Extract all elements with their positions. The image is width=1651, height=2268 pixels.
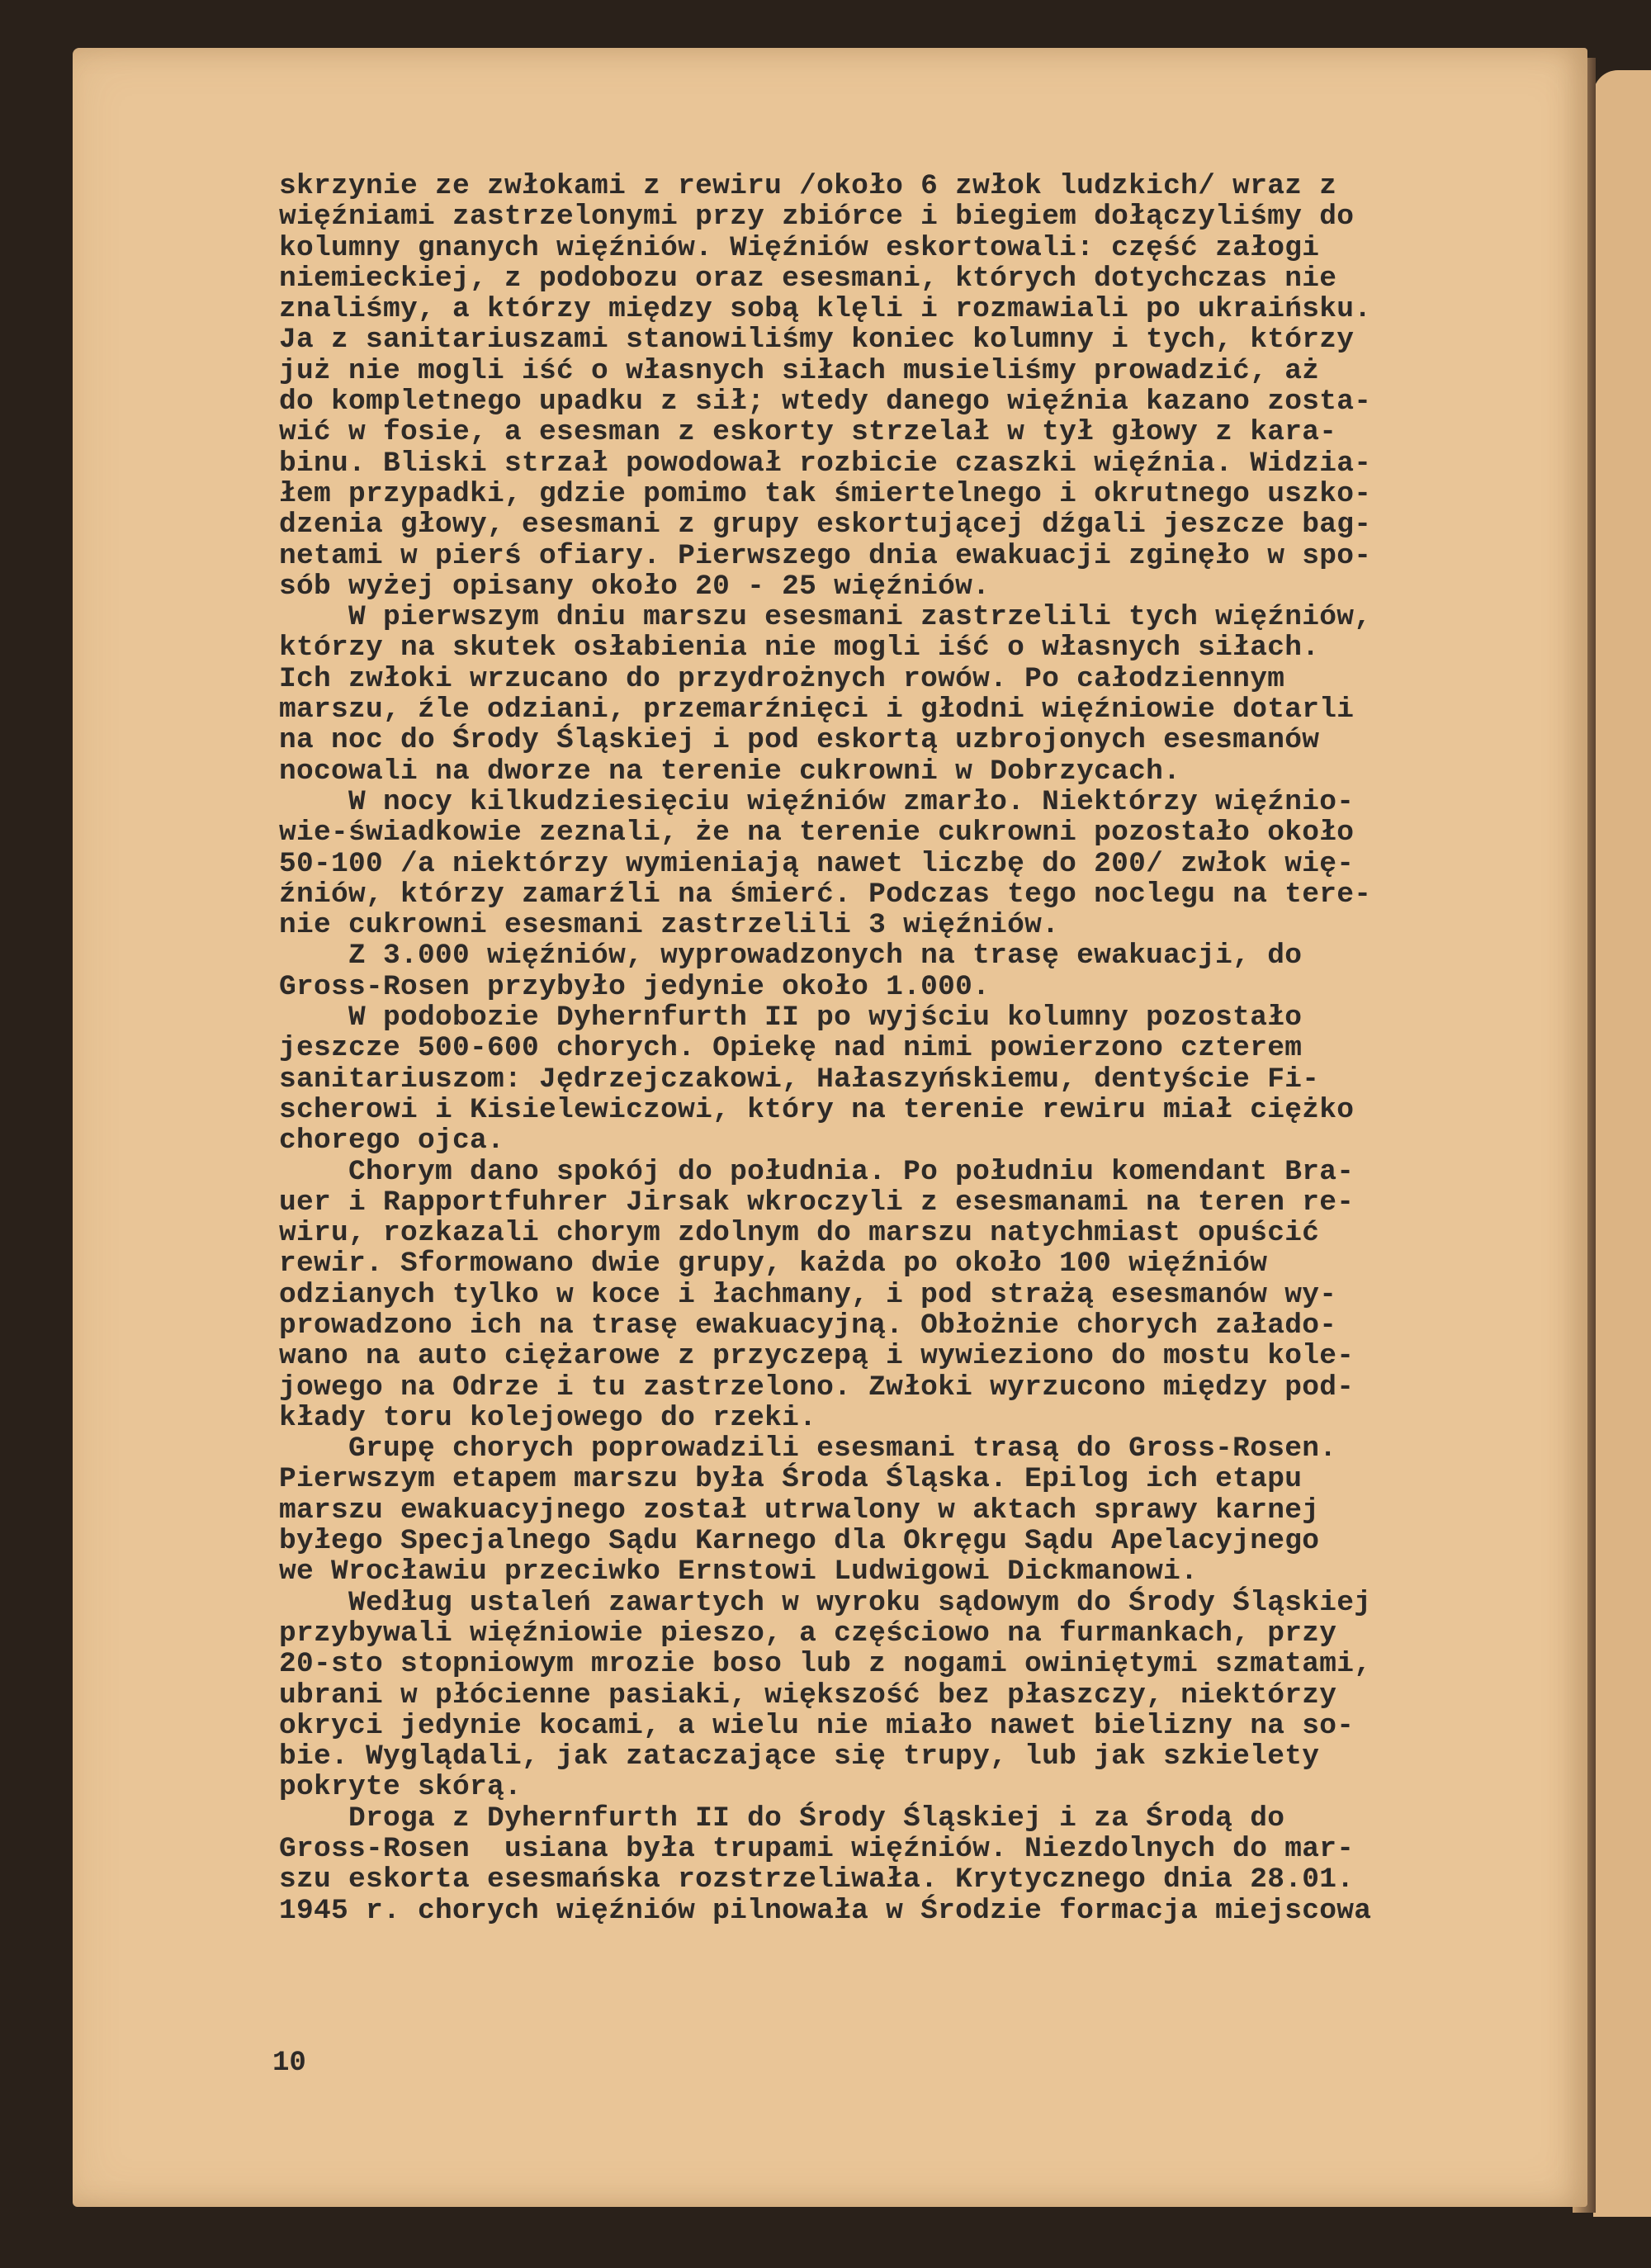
text-line: skrzynie ze zwłokami z rewiru /około 6 zwłok ludzkich/ wraz z xyxy=(279,170,1337,202)
page-number: 10 xyxy=(272,2048,306,2079)
text-line: Gross-Rosen usiana była trupami więźniów. Niezdolnych do mar- xyxy=(279,1833,1355,1866)
text-line: odzianych tylko w koce i łachmany, i pod strażą esesmanów wy- xyxy=(279,1278,1337,1311)
text-line: źniów, którzy zamarźli na śmierć. Podczas tego noclegu na tere- xyxy=(279,878,1372,911)
text-line: bie. Wyglądali, jak zataczające się trupy, lub jak szkielety xyxy=(279,1740,1320,1773)
text-line: 50-100 /a niektórzy wymieniają nawet liczbę do 200/ zwłok wię- xyxy=(279,847,1355,880)
text-line: binu. Bliski strzał powodował rozbicie czaszki więźnia. Widzia- xyxy=(279,447,1372,480)
text-line: którzy na skutek osłabienia nie mogli iść o własnych siłach. xyxy=(279,632,1320,665)
text-line: więźniami zastrzelonymi przy zbiórce i biegiem dołączyliśmy do xyxy=(279,201,1355,234)
text-line: jowego na Odrze i tu zastrzelono. Zwłoki wyrzucono między pod- xyxy=(279,1371,1355,1404)
text-line: znaliśmy, a którzy między sobą klęli i rozmawiali po ukraińsku. xyxy=(279,293,1372,326)
text-line: pokryte skórą. xyxy=(279,1771,523,1804)
text-line: scherowi i Kisielewiczowi, który na terenie rewiru miał ciężko xyxy=(279,1093,1355,1126)
text-line: wić w fosie, a esesman z eskorty strzelał w tył głowy z kara- xyxy=(279,416,1337,449)
text-line: sób wyżej opisany około 20 - 25 więźniów. xyxy=(279,570,991,603)
text-line: sanitariuszom: Jędrzejczakowi, Hałaszyńskiemu, dentyście Fi- xyxy=(279,1063,1320,1096)
text-line: Według ustaleń zawartych w wyroku sądowym do Środy Śląskiej xyxy=(279,1586,1372,1619)
text-line: marszu, źle odziani, przemarźnięci i głodni więźniowie dotarli xyxy=(279,694,1355,727)
text-line: prowadzono ich na trasę ewakuacyjną. Obłożnie chorych załado- xyxy=(279,1309,1337,1342)
text-line: Gross-Rosen przybyło jedynie około 1.000. xyxy=(279,970,991,1003)
text-line: dzenia głowy, esesmani z grupy eskortującej dźgali jeszcze bag- xyxy=(279,509,1372,542)
text-line: nie cukrowni esesmani zastrzelili 3 więźniów. xyxy=(279,909,1060,942)
text-line: 20-sto stopniowym mrozie boso lub z nogami owiniętymi szmatami, xyxy=(279,1648,1372,1681)
text-line: we Wrocławiu przeciwko Ernstowi Ludwigowi Dickmanowi. xyxy=(279,1555,1199,1589)
text-line: na noc do Środy Śląskiej i pod eskortą uzbrojonych esesmanów xyxy=(279,724,1320,757)
text-line: W nocy kilkudziesięciu więźniów zmarło. Niektórzy więźnio- xyxy=(279,785,1355,818)
text-line: wiru, rozkazali chorym zdolnym do marszu natychmiast opuścić xyxy=(279,1217,1320,1250)
text-line: marszu ewakuacyjnego został utrwalony w aktach sprawy karnej xyxy=(279,1494,1320,1527)
next-page-edge xyxy=(1593,70,1651,2217)
text-line: kłady toru kolejowego do rzeki. xyxy=(279,1401,817,1434)
text-line: rewir. Sformowano dwie grupy, każda po około 100 więźniów xyxy=(279,1248,1268,1281)
text-line: W pierwszym dniu marszu esesmani zastrzelili tych więźniów, xyxy=(279,601,1372,634)
text-line: jeszcze 500-600 chorych. Opiekę nad nimi powierzono czterem xyxy=(279,1032,1303,1065)
text-line: uer i Rapportfuhrer Jirsak wkroczyli z esesmanami na teren re- xyxy=(279,1186,1355,1219)
text-line: kolumny gnanych więźniów. Więźniów eskortowali: część załogi xyxy=(279,231,1320,264)
text-line: wie-świadkowie zeznali, że na terenie cukrowni pozostało około xyxy=(279,817,1355,850)
text-line: 1945 r. chorych więźniów pilnowała w Środzie formacja miejscowa xyxy=(279,1894,1372,1927)
text-line: przybywali więźniowie pieszo, a częściowo na furmankach, przy xyxy=(279,1617,1337,1650)
text-line: Ich zwłoki wrzucano do przydrożnych rowów. Po całodziennym xyxy=(279,662,1285,695)
body-text xyxy=(279,171,1501,1926)
text-line: nocowali na dworze na terenie cukrowni w Dobrzycach. xyxy=(279,755,1181,788)
text-line: Z 3.000 więźniów, wyprowadzonych na trasę ewakuacji, do xyxy=(279,940,1303,973)
text-line: netami w pierś ofiary. Pierwszego dnia ewakuacji zginęło w spo- xyxy=(279,539,1372,572)
text-line: Grupę chorych poprowadzili esesmani trasą do Gross-Rosen. xyxy=(279,1432,1337,1465)
text-line: szu eskorta esesmańska rozstrzeliwała. Krytycznego dnia 28.01. xyxy=(279,1863,1355,1896)
text-line: wano na auto ciężarowe z przyczepą i wywieziono do mostu kole- xyxy=(279,1340,1355,1373)
text-line: chorego ojca. xyxy=(279,1125,505,1158)
text-line: Ja z sanitariuszami stanowiliśmy koniec kolumny i tych, którzy xyxy=(279,324,1355,357)
text-line: Pierwszym etapem marszu była Środa Śląska. Epilog ich etapu xyxy=(279,1463,1303,1496)
text-line: ubrani w płócienne pasiaki, większość bez płaszczy, niektórzy xyxy=(279,1679,1337,1712)
text-line: łem przypadki, gdzie pomimo tak śmiertelnego i okrutnego uszko- xyxy=(279,477,1372,510)
text-line: byłego Specjalnego Sądu Karnego dla Okręgu Sądu Apelacyjnego xyxy=(279,1525,1320,1558)
text-line: Droga z Dyhernfurth II do Środy Śląskiej i za Środą do xyxy=(279,1802,1285,1835)
text-line: W podobozie Dyhernfurth II po wyjściu kolumny pozostało xyxy=(279,1001,1303,1035)
text-line: już nie mogli iść o własnych siłach musieliśmy prowadzić, aż xyxy=(279,354,1320,387)
text-line: do kompletnego upadku z sił; wtedy danego więźnia kazano zosta- xyxy=(279,386,1372,419)
text-line: Chorym dano spokój do południa. Po południu komendant Bra- xyxy=(279,1155,1355,1188)
text-line: niemieckiej, z podobozu oraz esesmani, których dotychczas nie xyxy=(279,262,1337,295)
text-line: okryci jedynie kocami, a wielu nie miało nawet bielizny na so- xyxy=(279,1709,1355,1742)
